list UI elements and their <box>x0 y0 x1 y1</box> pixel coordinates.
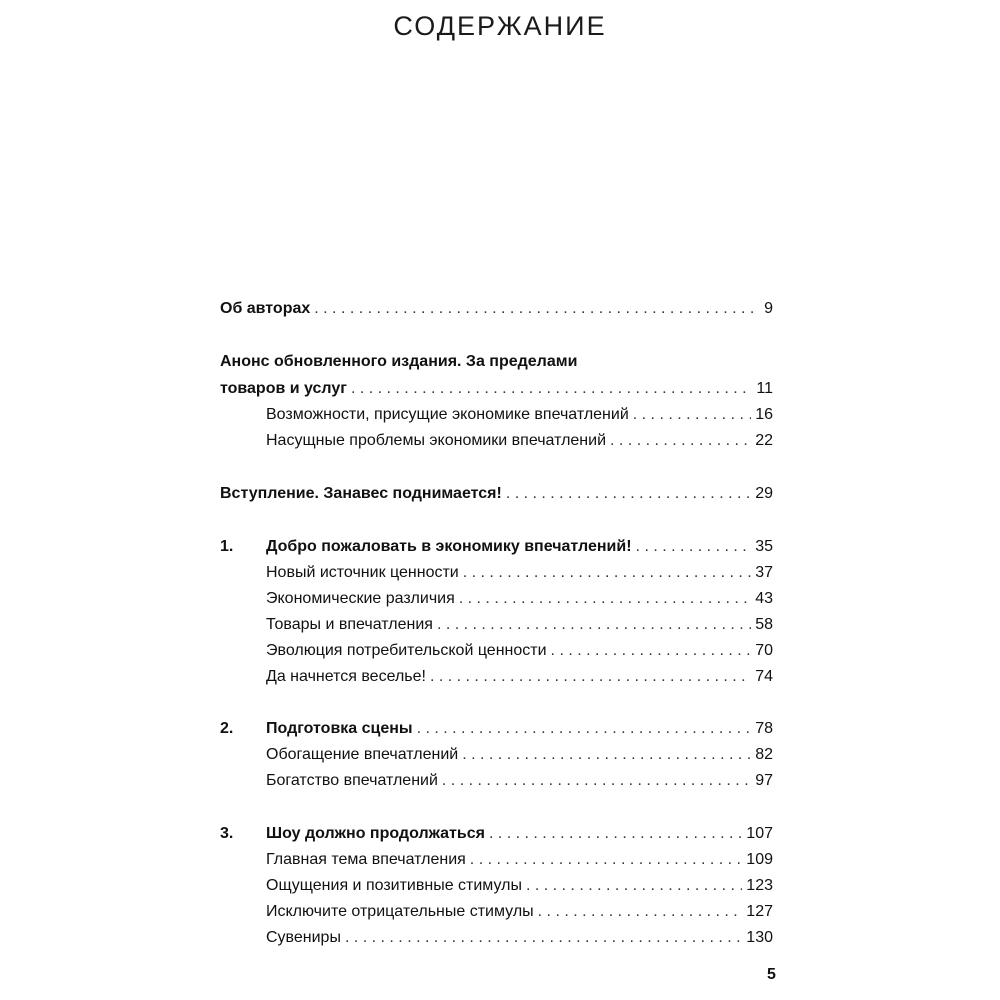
dot-leader <box>470 849 743 871</box>
toc-entry-about[interactable] <box>220 298 773 320</box>
toc-subentry[interactable] <box>220 640 773 662</box>
toc-subentry[interactable] <box>220 562 773 584</box>
toc-subentry-page: 123 <box>746 877 773 894</box>
toc-subentry-page: 97 <box>755 772 773 789</box>
toc-subentry[interactable] <box>220 588 773 610</box>
toc-subentry[interactable] <box>220 744 773 766</box>
toc-subentry[interactable] <box>220 404 773 426</box>
dot-leader <box>551 640 752 662</box>
table-of-contents <box>220 0 773 1000</box>
dot-leader <box>526 875 742 897</box>
dot-leader <box>463 562 751 584</box>
chapter-page: 78 <box>755 720 773 737</box>
toc-subentry-page: 70 <box>755 642 773 659</box>
toc-entry-announce[interactable] <box>220 378 773 400</box>
toc-entry-page: 11 <box>756 380 773 397</box>
dot-leader <box>417 718 752 740</box>
toc-subentry-page: 58 <box>755 616 773 633</box>
toc-subentry-title: Товары и впечатления <box>266 616 433 633</box>
dot-leader <box>345 927 742 949</box>
dot-leader <box>506 483 751 505</box>
toc-entry-page: 9 <box>764 300 773 317</box>
toc-subentry-title: Возможности, присущие экономике впечатлений <box>266 406 629 423</box>
dot-leader <box>314 298 760 320</box>
toc-subentry[interactable] <box>220 849 773 871</box>
dot-leader <box>538 901 743 923</box>
page-number: 5 <box>767 966 776 983</box>
dot-leader <box>430 666 751 688</box>
toc-subentry[interactable] <box>220 430 773 452</box>
toc-subentry-page: 37 <box>755 564 773 581</box>
toc-subentry-page: 22 <box>755 432 773 449</box>
dot-leader <box>636 536 752 558</box>
chapter-title: Подготовка сцены <box>266 720 413 737</box>
toc-entry-title: Об авторах <box>220 300 311 317</box>
toc-subentry[interactable] <box>220 875 773 897</box>
chapter-number: 3. <box>220 825 234 842</box>
toc-subentry-page: 109 <box>746 851 773 868</box>
page-title: СОДЕРЖАНИЕ <box>393 11 607 41</box>
toc-chapter-2[interactable] <box>220 718 773 740</box>
toc-subentry-page: 127 <box>746 903 773 920</box>
toc-chapter-1[interactable] <box>220 536 773 558</box>
toc-subentry-title: Ощущения и позитивные стимулы <box>266 877 522 894</box>
toc-subentry-title: Исключите отрицательные стимулы <box>266 903 534 920</box>
toc-subentry[interactable] <box>220 901 773 923</box>
toc-entry-title: товаров и услуг <box>220 380 347 397</box>
toc-subentry-page: 130 <box>746 929 773 946</box>
chapter-page: 35 <box>755 538 773 555</box>
toc-entry-announce-line1[interactable]: Анонс обновленного издания. За пределами <box>220 353 578 370</box>
toc-subentry-title: Богатство впечатлений <box>266 772 438 789</box>
dot-leader <box>610 430 751 452</box>
chapter-title: Добро пожаловать в экономику впечатлений! <box>266 538 632 555</box>
toc-subentry-page: 43 <box>755 590 773 607</box>
toc-entry-page: 29 <box>755 485 773 502</box>
toc-entry-title: Вступление. Занавес поднимается! <box>220 485 502 502</box>
toc-entry-intro[interactable] <box>220 483 773 505</box>
toc-subentry-title: Новый источник ценности <box>266 564 459 581</box>
toc-subentry-page: 74 <box>755 668 773 685</box>
dot-leader <box>437 614 751 636</box>
toc-subentry[interactable] <box>220 666 773 688</box>
dot-leader <box>462 744 751 766</box>
dot-leader <box>459 588 751 610</box>
chapter-number: 1. <box>220 538 234 555</box>
toc-subentry-page: 16 <box>755 406 773 423</box>
dot-leader <box>351 378 752 400</box>
toc-subentry[interactable] <box>220 770 773 792</box>
chapter-page: 107 <box>746 825 773 842</box>
dot-leader <box>489 823 742 845</box>
toc-subentry[interactable] <box>220 614 773 636</box>
toc-subentry-title: Обогащение впечатлений <box>266 746 459 763</box>
toc-subentry-title: Эволюция потребительской ценности <box>266 642 547 659</box>
toc-subentry-title: Да начнется веселье! <box>266 668 426 685</box>
toc-subentry-title: Экономические различия <box>266 590 455 607</box>
chapter-title: Шоу должно продолжаться <box>266 825 485 842</box>
toc-subentry-title: Насущные проблемы экономики впечатлений <box>266 432 607 449</box>
dot-leader <box>633 404 751 426</box>
dot-leader <box>442 770 751 792</box>
chapter-number: 2. <box>220 720 234 737</box>
toc-subentry[interactable] <box>220 927 773 949</box>
toc-chapter-3[interactable] <box>220 823 773 845</box>
toc-subentry-title: Главная тема впечатления <box>266 851 466 868</box>
toc-subentry-page: 82 <box>755 746 773 763</box>
toc-subentry-title: Сувениры <box>266 929 341 946</box>
